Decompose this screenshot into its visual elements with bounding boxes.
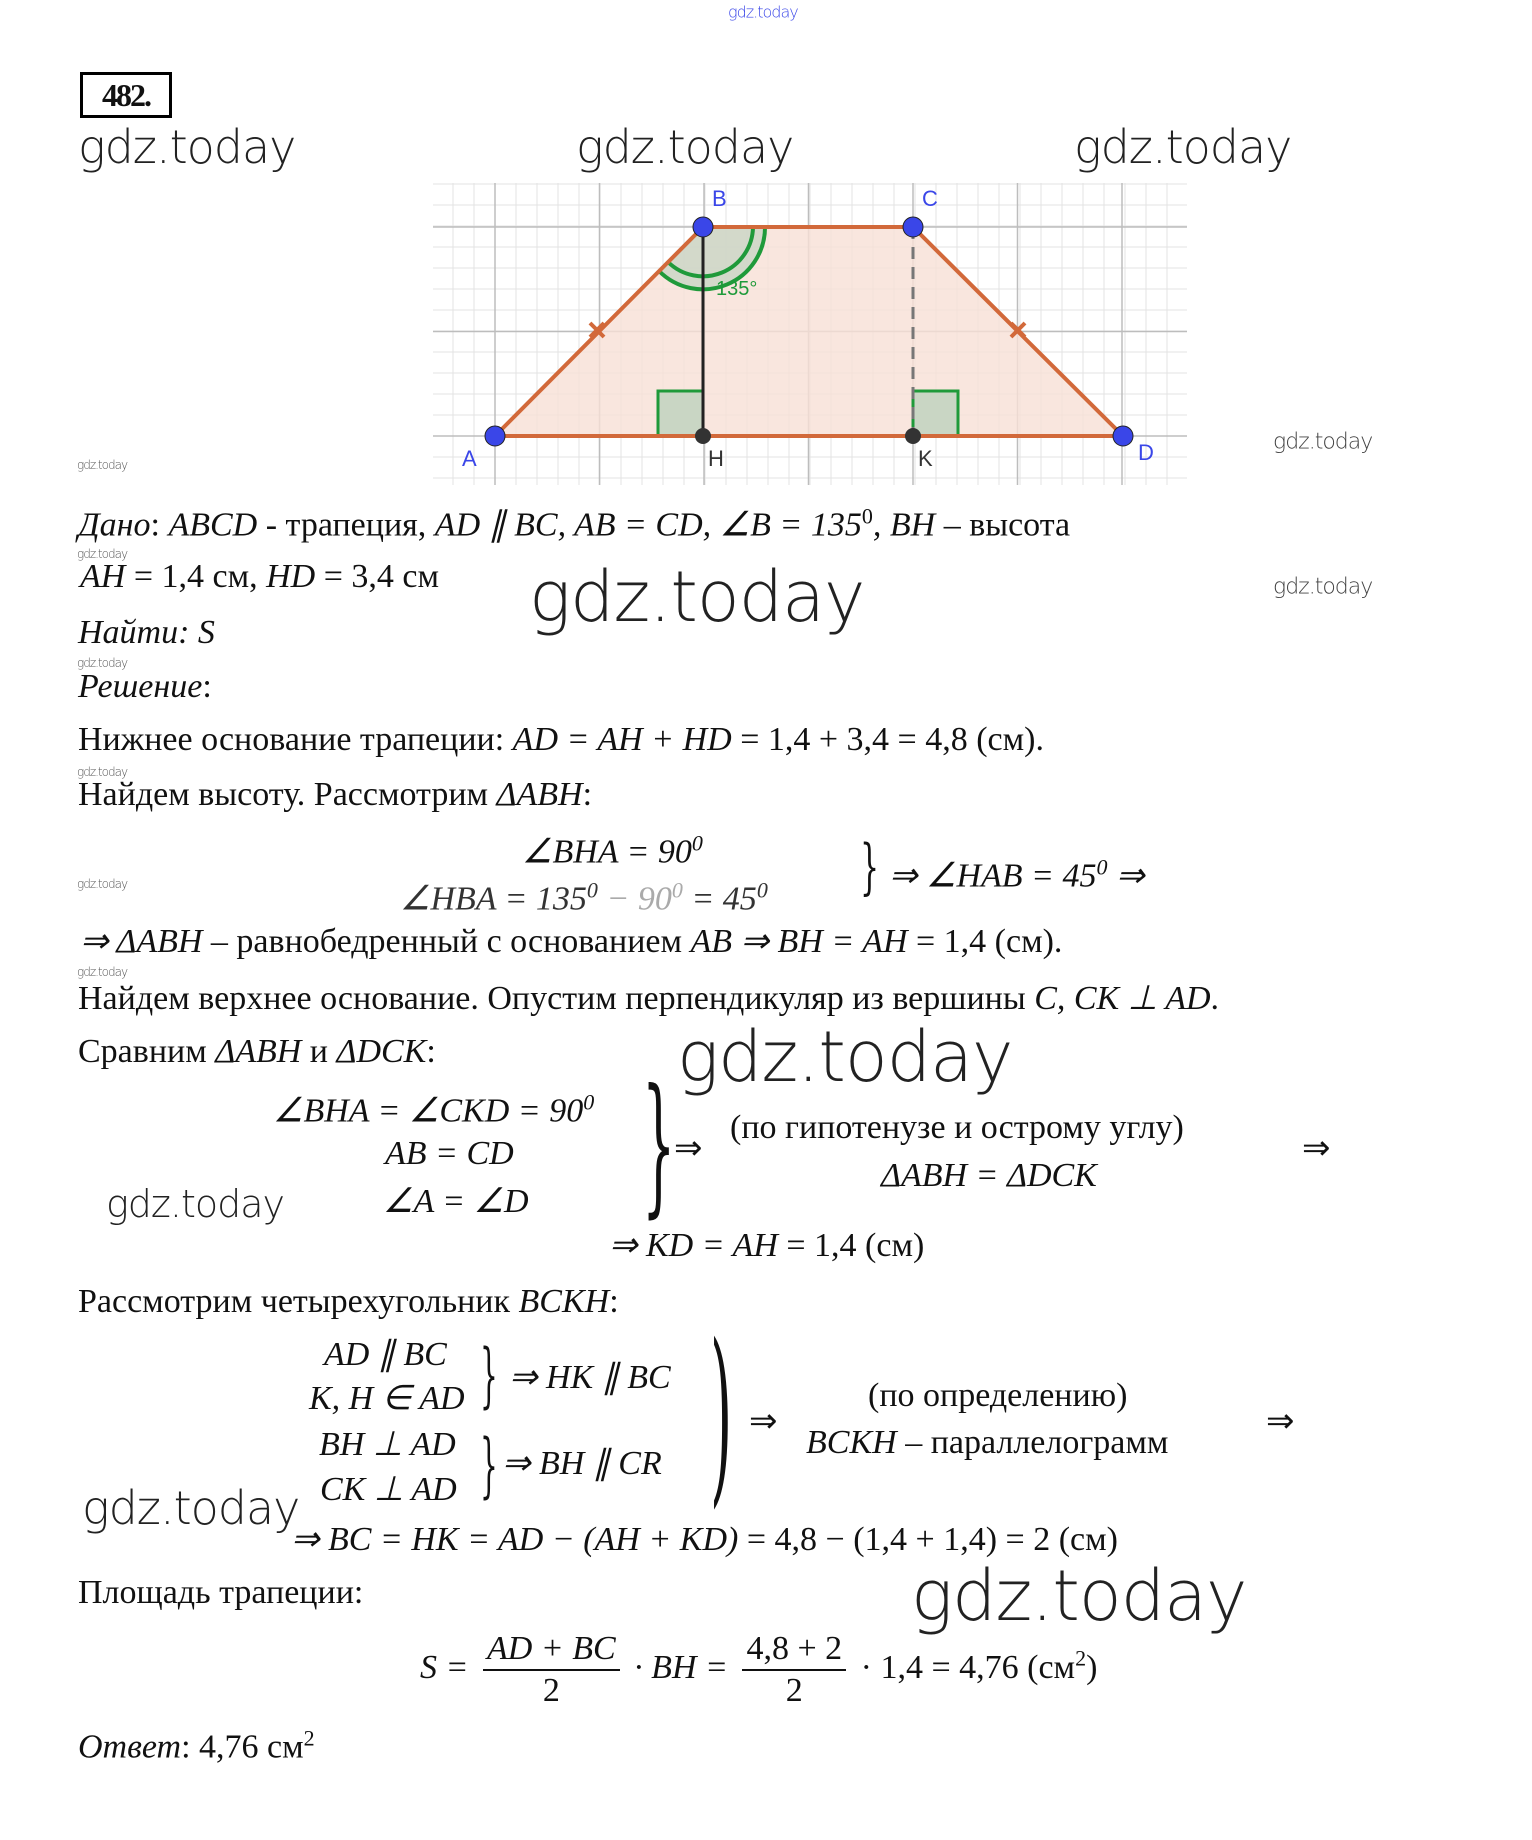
answer-value: : 4,76 см: [181, 1728, 304, 1766]
degree: 0: [671, 877, 683, 903]
m: ΔABH: [215, 1033, 302, 1070]
given-line: Дано: ABCD - трапеция, AD ∥ BC, AB = CD, ∠B = $135^0$, BH – высота: [78, 503, 1071, 544]
degree: 0: [861, 503, 873, 529]
watermark: gdz.today: [78, 120, 296, 174]
t: .: [1210, 980, 1220, 1017]
t: Рассмотрим четырехугольник: [78, 1283, 519, 1320]
problem-number: 482.: [80, 72, 172, 118]
watermark: gdz.today: [77, 547, 128, 561]
sys2-result: [609, 1226, 924, 1266]
given-text: - трапеция,: [257, 506, 435, 544]
brace: }: [480, 1334, 498, 1416]
t: ∠BHA = ∠CKD = 90: [273, 1092, 584, 1130]
sys2-reason: (по гипотенузе и острому углу): [730, 1109, 1184, 1146]
t: и: [301, 1033, 337, 1070]
watermark: gdz.today: [677, 1016, 1013, 1098]
label-c: C: [922, 186, 938, 211]
t: − 90: [597, 880, 672, 918]
t: = 1,4 (см): [777, 1227, 925, 1264]
angle-label: 135°: [716, 278, 758, 300]
t: Найдем верхнее основание. Опустим перпендикуляр из вершины: [78, 980, 1035, 1017]
sys3-c: BH ⊥ AD: [319, 1426, 456, 1463]
given-conditions: AD ∥ BC, AB = CD, ∠B = 135: [434, 506, 862, 544]
line-compare: [78, 1032, 436, 1072]
given-label: Дано: [78, 506, 151, 544]
watermark: gdz.today: [911, 1555, 1247, 1637]
given-lengths: [80, 557, 439, 597]
t: = 1,4 + 3,4 = 4,8 (см).: [731, 721, 1044, 758]
t: Сравним: [78, 1033, 216, 1070]
t: = 1,4 (см).: [907, 923, 1063, 960]
m: ⇒ KD = AH: [609, 1227, 778, 1264]
denominator: 2: [542, 1672, 560, 1709]
t: = 4,8 − (1,4 + 1,4) = 2 (см): [738, 1521, 1118, 1558]
watermark: gdz.today: [77, 765, 128, 779]
arrow: ⇒: [749, 1403, 778, 1440]
t: · 1,4 = 4,76 (см: [860, 1648, 1076, 1686]
label-d: D: [1138, 440, 1154, 465]
sys3-r2: ⇒ BH ∥ CR: [502, 1445, 662, 1482]
sys3-b: K, H ∈ AD: [309, 1380, 465, 1417]
point-k: [905, 428, 921, 444]
line-bc: [291, 1520, 1118, 1560]
area-formula: [420, 1629, 1097, 1711]
t: Найдем высоту. Рассмотрим: [78, 776, 497, 813]
line-quadrilateral: [78, 1282, 619, 1322]
sys3-r1: ⇒ HK ∥ BC: [509, 1359, 671, 1396]
sup: 2: [303, 1725, 315, 1751]
brace: ): [710, 1304, 733, 1525]
t: – равнобедренный с основанием: [202, 923, 691, 960]
sys3-conclusion: [806, 1423, 1168, 1463]
m: ΔABH: [496, 776, 583, 813]
t: ∠HBA = 135: [400, 880, 587, 918]
label-h: H: [708, 446, 724, 471]
given-bh: , BH: [872, 506, 936, 544]
m: S =: [420, 1648, 469, 1686]
fraction: [483, 1629, 620, 1711]
watermark: gdz.today: [529, 556, 865, 638]
fraction: [742, 1629, 846, 1711]
line-find-height: [78, 775, 592, 815]
brace: }: [480, 1424, 498, 1506]
given-text: – высота: [935, 506, 1071, 544]
label-a: A: [462, 446, 477, 471]
t: = 45: [682, 880, 757, 918]
solution-label: Решение:: [78, 668, 212, 705]
label-k: K: [918, 446, 933, 471]
sys3-a: AD ∥ BC: [324, 1336, 447, 1373]
t: Решение: [78, 668, 203, 705]
answer-label: Ответ: [78, 1728, 182, 1766]
m: BCKH: [806, 1424, 897, 1461]
m: ⇒ ΔABH: [80, 923, 203, 960]
t: ): [1086, 1648, 1098, 1686]
t: :: [582, 776, 593, 813]
numerator: 4,8 + 2: [742, 1629, 846, 1671]
watermark: gdz.today: [1273, 429, 1373, 455]
arrow: ⇒: [1266, 1403, 1295, 1440]
m: BCKH: [518, 1283, 610, 1320]
sys2-c: ∠A = ∠D: [383, 1183, 529, 1220]
watermark: gdz.today: [1273, 574, 1373, 600]
degree: 0: [756, 877, 768, 903]
point-d: [1113, 426, 1133, 446]
sys3-reason: (по определению): [868, 1377, 1128, 1414]
degree: 0: [691, 830, 703, 856]
t: – параллелограмм: [896, 1424, 1169, 1461]
line-bottom-base: [78, 720, 1044, 760]
point-a: [485, 426, 505, 446]
brace: }: [642, 1058, 676, 1232]
watermark: gdz.today: [576, 120, 794, 174]
watermark-top: gdz.today: [728, 2, 798, 22]
degree: 0: [1096, 854, 1108, 880]
point-c: [903, 217, 923, 237]
watermark: gdz.today: [82, 1481, 300, 1535]
line-top-base: [78, 979, 1219, 1019]
degree: 0: [583, 1089, 595, 1115]
m: ⇒ BC = HK = AD − (AH + KD): [291, 1521, 739, 1558]
label-b: B: [712, 186, 727, 211]
sys2-equal: ΔABH = ΔDCK: [881, 1157, 1097, 1194]
find-line: Найти: S: [78, 614, 215, 651]
sys1-a: [522, 823, 703, 872]
t: ∠BHA = 90: [522, 833, 692, 871]
sys1-b: [400, 870, 768, 919]
sup: 2: [1075, 1645, 1087, 1671]
t: :: [609, 1283, 619, 1320]
m: AD = AH + HD: [512, 721, 732, 758]
arrow: ⇒: [1302, 1130, 1331, 1167]
point-h: [695, 428, 711, 444]
sys3-d: CK ⊥ AD: [320, 1471, 457, 1508]
t: = 1,4 см,: [125, 558, 267, 595]
sys2-a: [273, 1082, 594, 1131]
degree: 0: [586, 877, 598, 903]
m: ΔDCK: [336, 1033, 427, 1070]
m: C, CK ⊥ AD: [1034, 980, 1211, 1017]
point-b: [693, 217, 713, 237]
watermark: gdz.today: [1074, 120, 1292, 174]
line-isosceles: [80, 922, 1062, 962]
trapezoid-figure: [433, 183, 1187, 485]
m: AB ⇒ BH = AH: [690, 923, 908, 960]
area-label: Площадь трапеции:: [78, 1574, 364, 1611]
t: Нижнее основание трапеции:: [78, 721, 513, 758]
brace: }: [860, 832, 880, 902]
answer-line: [78, 1718, 315, 1767]
m: · BH =: [634, 1648, 728, 1686]
t: ⇒ ∠HAB = 45: [889, 857, 1097, 895]
t: :: [426, 1033, 436, 1070]
right-angle-k: [913, 391, 958, 436]
t: = 3,4 см: [315, 558, 439, 595]
m: AH: [80, 558, 126, 595]
given-figure: ABCD: [168, 506, 258, 544]
watermark: gdz.today: [77, 965, 128, 979]
right-angle-h: [658, 391, 703, 436]
watermark: gdz.today: [106, 1182, 284, 1226]
m: HD: [266, 558, 316, 595]
t: ⇒: [1107, 857, 1145, 895]
arrow: ⇒: [674, 1130, 703, 1167]
sys2-b: AB = CD: [385, 1135, 514, 1172]
watermark: gdz.today: [77, 656, 128, 670]
sys1-result: [889, 847, 1145, 896]
watermark: gdz.today: [77, 877, 128, 891]
denominator: 2: [785, 1672, 803, 1709]
numerator: AD + BC: [483, 1629, 620, 1671]
watermark: gdz.today: [77, 458, 128, 472]
